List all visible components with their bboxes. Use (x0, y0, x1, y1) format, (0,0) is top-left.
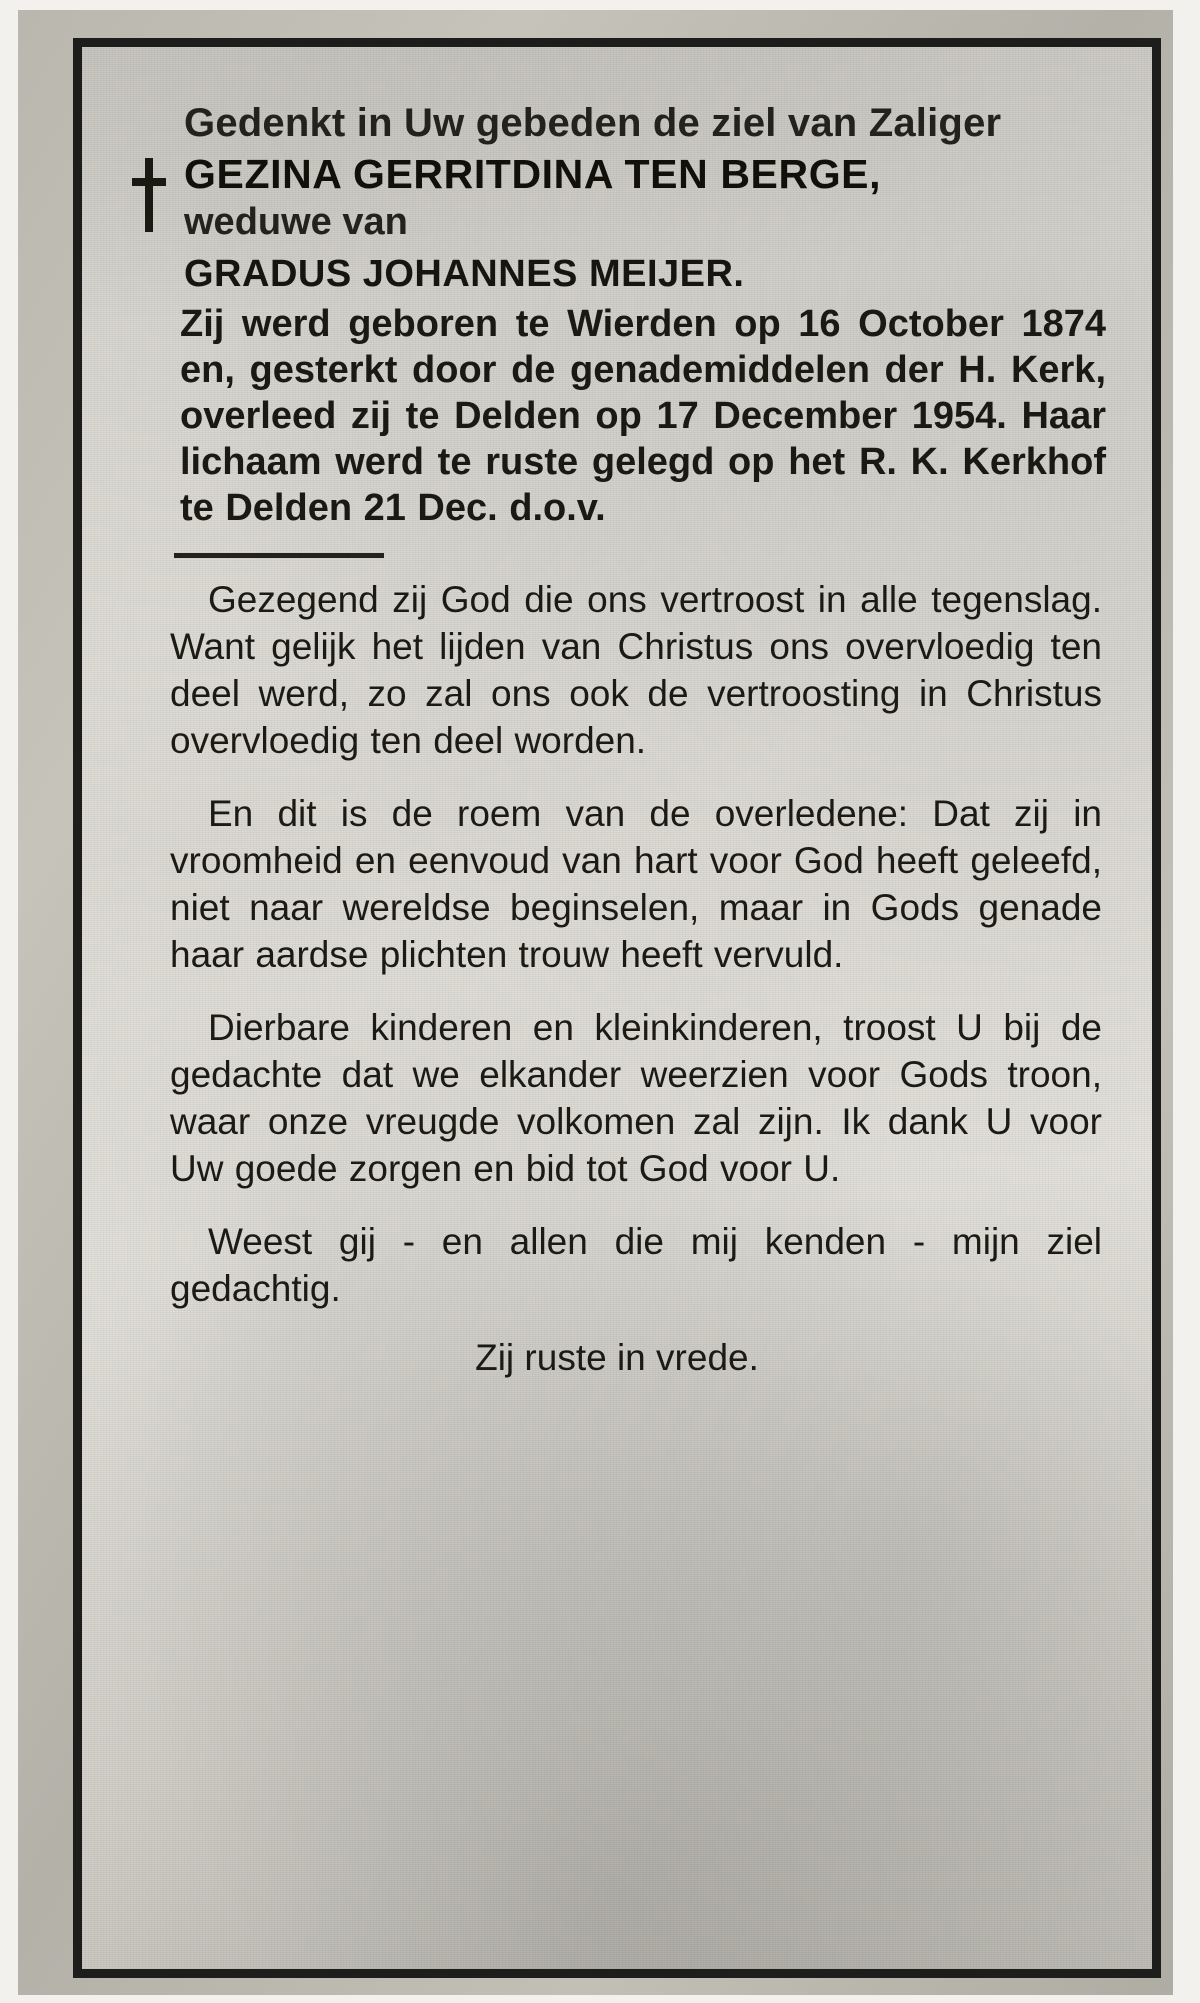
body-paragraph-4: Weest gij - en allen die mij kenden - mijn ziel gedachtig. (170, 1221, 1102, 1309)
card-content (122, 99, 1112, 1381)
intro-text: Gedenkt in Uw gebeden de ziel van Zaliger (184, 101, 1002, 145)
card-frame (73, 38, 1161, 1978)
cross-icon (132, 158, 166, 232)
divider-rule (174, 553, 384, 558)
spouse-name: GRADUS JOHANNES MEIJER. (184, 253, 745, 295)
biography-text: Zij werd geboren te Wierden op 16 October 1874 en, gesterkt door de genademiddelen der H. Kerk, overleed zij te Delden op 17 December 1954. Haar lichaam werd te ruste gelegd op het R. K. Kerkhof te Delden 21 Dec. d.o.v. (180, 303, 1106, 529)
body-paragraph-3: Dierbare kinderen en kleinkinderen, troost U bij de gedachte dat we elkander weerzien voor Gods troon, waar onze vreugde volkomen zal zijn. Ik dank U voor Uw goede zorgen en bid tot God voor U. (170, 1007, 1102, 1189)
body-paragraph-2: En dit is de roem van de overledene: Dat zij in vroomheid en eenvoud van hart voor God heeft geleefd, niet naar wereldse beginselen, maar in Gods genade haar aardse plichten trouw heeft vervuld. (170, 793, 1102, 975)
closing-line: Zij ruste in vrede. (475, 1337, 759, 1378)
deceased-name: GEZINA GERRITDINA TEN BERGE, (184, 151, 882, 197)
name-block (184, 150, 1112, 297)
widow-of-label: weduwe van (184, 201, 408, 243)
photo-mount (18, 10, 1173, 1995)
body-paragraph-1: Gezegend zij God die ons vertroost in alle tegenslag. Want gelijk het lijden van Christus ons overvloedig ten deel werd, zo zal ons ook de vertroosting in Christus overvloedig ten deel worden. (170, 579, 1102, 761)
memorial-card (82, 47, 1152, 1969)
